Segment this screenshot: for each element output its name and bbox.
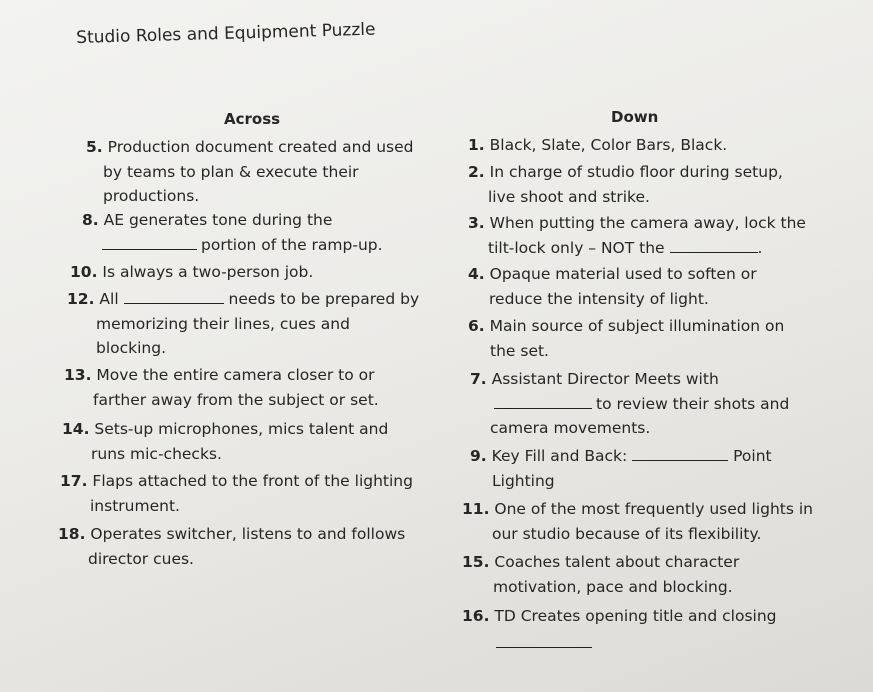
clue-text: motivation, pace and blocking. bbox=[493, 577, 733, 596]
across-clue-5 bbox=[86, 135, 413, 209]
clue-text: Key Fill and Back: bbox=[491, 447, 628, 465]
clue-text: Main source of subject illumination on bbox=[489, 317, 785, 335]
answer-blank bbox=[494, 394, 592, 409]
down-clue-3 bbox=[468, 211, 806, 260]
across-clue-14 bbox=[62, 417, 388, 466]
clue-text: camera movements. bbox=[490, 419, 651, 437]
clue-text: In charge of studio floor during setup, bbox=[489, 163, 783, 181]
clue-text: . bbox=[757, 238, 763, 257]
clue-text: to review their shots and bbox=[596, 394, 790, 413]
across-clue-17 bbox=[60, 469, 413, 518]
clue-text: Black, Slate, Color Bars, Black. bbox=[489, 136, 728, 154]
clue-text: runs mic-checks. bbox=[91, 444, 222, 463]
clue-text: Sets-up microphones, mics talent and bbox=[94, 420, 389, 438]
down-clue-1 bbox=[468, 133, 727, 158]
down-clue-9 bbox=[470, 444, 772, 493]
clue-number: 4. bbox=[468, 265, 485, 283]
clue-number: 18. bbox=[58, 525, 86, 543]
clue-text: Assistant Director Meets with bbox=[491, 370, 719, 388]
clue-text: One of the most frequently used lights in bbox=[494, 500, 814, 518]
down-clue-16 bbox=[462, 604, 777, 655]
clue-number: 6. bbox=[468, 317, 485, 335]
page-title: Studio Roles and Equipment Puzzle bbox=[76, 19, 376, 48]
answer-blank bbox=[632, 446, 728, 461]
across-clue-10 bbox=[70, 260, 313, 285]
clue-number: 11. bbox=[462, 500, 490, 518]
clue-text: by teams to plan & execute their bbox=[103, 162, 359, 181]
clue-number: 12. bbox=[67, 290, 95, 308]
clue-number: 8. bbox=[82, 211, 99, 229]
clue-number: 7. bbox=[470, 370, 487, 388]
clue-text: tilt-lock only – NOT the bbox=[488, 238, 665, 257]
down-clue-2 bbox=[468, 160, 783, 209]
answer-blank bbox=[670, 238, 758, 253]
clue-text: Operates switcher, listens to and follows bbox=[90, 525, 406, 543]
clue-text: Lighting bbox=[492, 471, 555, 490]
clue-text: the set. bbox=[490, 341, 549, 360]
clue-text: blocking. bbox=[96, 339, 167, 357]
clue-text: All bbox=[99, 290, 119, 308]
clue-text: TD Creates opening title and closing bbox=[494, 607, 777, 625]
clue-text: Flaps attached to the front of the lighting bbox=[92, 472, 413, 490]
down-clue-11 bbox=[462, 497, 813, 546]
across-clue-8 bbox=[82, 208, 383, 257]
clue-text: our studio because of its flexibility. bbox=[492, 524, 762, 543]
down-clue-7 bbox=[470, 367, 789, 441]
clue-text: instrument. bbox=[90, 496, 180, 515]
clue-number: 3. bbox=[468, 214, 485, 232]
clue-text: Move the entire camera closer to or bbox=[96, 366, 375, 384]
clue-number: 9. bbox=[470, 447, 487, 465]
clue-number: 14. bbox=[62, 420, 90, 438]
answer-blank bbox=[102, 235, 197, 250]
clue-number: 5. bbox=[86, 138, 103, 156]
clue-text: reduce the intensity of light. bbox=[489, 289, 709, 308]
clue-text: Production document created and used bbox=[107, 138, 414, 156]
clue-text: live shoot and strike. bbox=[488, 187, 650, 206]
clue-text: portion of the ramp-up. bbox=[201, 235, 383, 254]
clue-text: farther away from the subject or set. bbox=[93, 390, 379, 409]
clue-text: AE generates tone during the bbox=[103, 211, 333, 229]
clue-number: 15. bbox=[462, 553, 490, 571]
clue-number: 13. bbox=[64, 366, 92, 384]
clue-text: director cues. bbox=[88, 549, 194, 568]
answer-blank bbox=[496, 629, 592, 648]
answer-blank bbox=[124, 289, 224, 304]
across-heading: Across bbox=[224, 110, 281, 128]
across-clue-12 bbox=[67, 287, 419, 361]
clue-number: 10. bbox=[70, 263, 98, 281]
clue-text: productions. bbox=[103, 187, 200, 205]
clue-number: 1. bbox=[468, 136, 485, 154]
clue-text: Point bbox=[733, 447, 772, 465]
clue-text: needs to be prepared by bbox=[228, 290, 420, 308]
clue-text: When putting the camera away, lock the bbox=[489, 214, 806, 232]
across-clue-18 bbox=[58, 522, 405, 571]
down-clue-6 bbox=[468, 314, 784, 363]
clue-text: memorizing their lines, cues and bbox=[96, 314, 350, 333]
down-clue-4 bbox=[468, 262, 757, 311]
clue-text: Coaches talent about character bbox=[494, 553, 740, 571]
down-clue-15 bbox=[462, 550, 739, 599]
clue-number: 16. bbox=[462, 607, 490, 625]
clue-number: 17. bbox=[60, 472, 88, 490]
clue-text: Opaque material used to soften or bbox=[489, 265, 757, 283]
clue-number: 2. bbox=[468, 163, 485, 181]
across-clue-13 bbox=[64, 363, 379, 412]
clue-text: Is always a two-person job. bbox=[102, 263, 314, 281]
down-heading: Down bbox=[611, 108, 659, 126]
